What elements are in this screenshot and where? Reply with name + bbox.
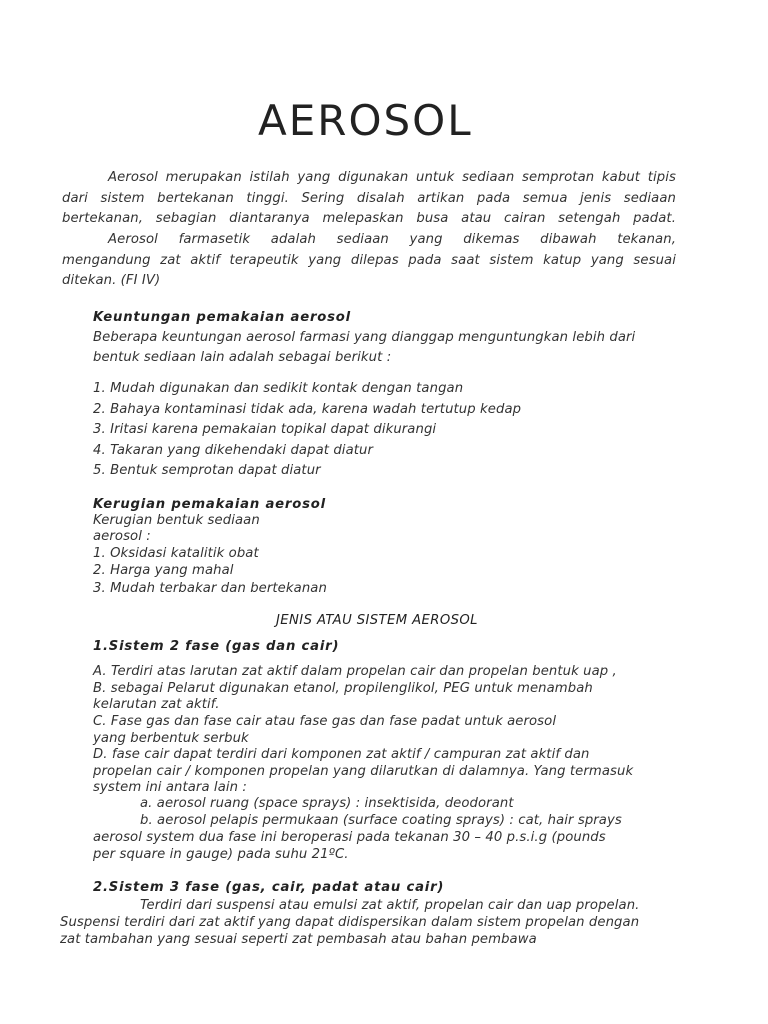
keuntungan-intro: Beberapa keuntungan aerosol farmasi yang dianggap menguntungkan lebih dari [93,330,636,345]
kerugian-heading: Kerugian pemakaian aerosol [93,497,326,512]
kerugian-line: 2. Harga yang mahal [93,563,234,578]
keuntungan-heading: Keuntungan pemakaian aerosol [93,310,351,325]
sistem2-line: D. fase cair dapat terdiri dari komponen zat aktif / campuran zat aktif dan [93,747,590,762]
document-title: AEROSOL [258,96,473,145]
list-item: 4. Takaran yang dikehendaki dapat diatur [93,443,373,458]
sistem2-line: yang berbentuk serbuk [93,731,249,746]
list-item: 5. Bentuk semprotan dapat diatur [93,463,321,478]
sistem3-line: Terdiri dari suspensi atau emulsi zat aktif, propelan cair dan uap propelan. [140,898,640,913]
sistem3-line: zat tambahan yang sesuai seperti zat pembasah atau bahan pembawa [60,932,537,947]
intro-line: Aerosol farmasetik adalah sediaan yang dikemas dibawah tekanan, [108,232,676,247]
intro-line: ditekan. (FI IV) [62,273,161,288]
sistem2-line: system ini antara lain : [93,780,247,795]
intro-line: bertekanan, sebagian diantaranya melepaskan busa atau cairan setengah padat. [62,211,676,226]
kerugian-line: aerosol : [93,529,151,544]
sistem2-line: B. sebagai Pelarut digunakan etanol, propilenglikol, PEG untuk menambah [93,681,593,696]
kerugian-line: 1. Oksidasi katalitik obat [93,546,259,561]
keuntungan-intro: bentuk sediaan lain adalah sebagai berikut : [93,350,392,365]
intro-line: mengandung zat aktif terapeutik yang dilepas pada saat sistem katup yang sesuai [62,253,676,268]
kerugian-line: Kerugian bentuk sediaan [93,513,260,528]
intro-line: Aerosol merupakan istilah yang digunakan untuk sediaan semprotan kabut tipis [108,170,676,185]
list-item: 2. Bahaya kontaminasi tidak ada, karena wadah tertutup kedap [93,402,522,417]
intro-line: dari sistem bertekanan tinggi. Sering disalah artikan pada semua jenis sediaan [62,191,676,206]
sistem3-line: Suspensi terdiri dari zat aktif yang dapat didispersikan dalam sistem propelan dengan [60,915,640,930]
list-item: 1. Mudah digunakan dan sedikit kontak dengan tangan [93,381,464,396]
sistem2-line: kelarutan zat aktif. [93,697,220,712]
sistem2-line: a. aerosol ruang (space sprays) : insektisida, deodorant [140,796,514,811]
sistem2-line: b. aerosol pelapis permukaan (surface coating sprays) : cat, hair sprays [140,813,622,828]
sistem2-line: A. Terdiri atas larutan zat aktif dalam propelan cair dan propelan bentuk uap , [93,664,617,679]
sistem2-heading: 1.Sistem 2 fase (gas dan cair) [93,639,340,654]
sistem2-line: per square in gauge) pada suhu 21ºC. [93,847,349,862]
jenis-heading: JENIS ATAU SISTEM AEROSOL [276,613,478,628]
kerugian-line: 3. Mudah terbakar dan bertekanan [93,581,327,596]
list-item: 3. Iritasi karena pemakaian topikal dapat dikurangi [93,422,437,437]
sistem2-line: C. Fase gas dan fase cair atau fase gas dan fase padat untuk aerosol [93,714,557,729]
sistem2-line: aerosol system dua fase ini beroperasi pada tekanan 30 – 40 p.s.i.g (pounds [93,830,606,845]
sistem3-heading: 2.Sistem 3 fase (gas, cair, padat atau cair) [93,880,445,895]
sistem2-line: propelan cair / komponen propelan yang dilarutkan di dalamnya. Yang termasuk [93,764,634,779]
